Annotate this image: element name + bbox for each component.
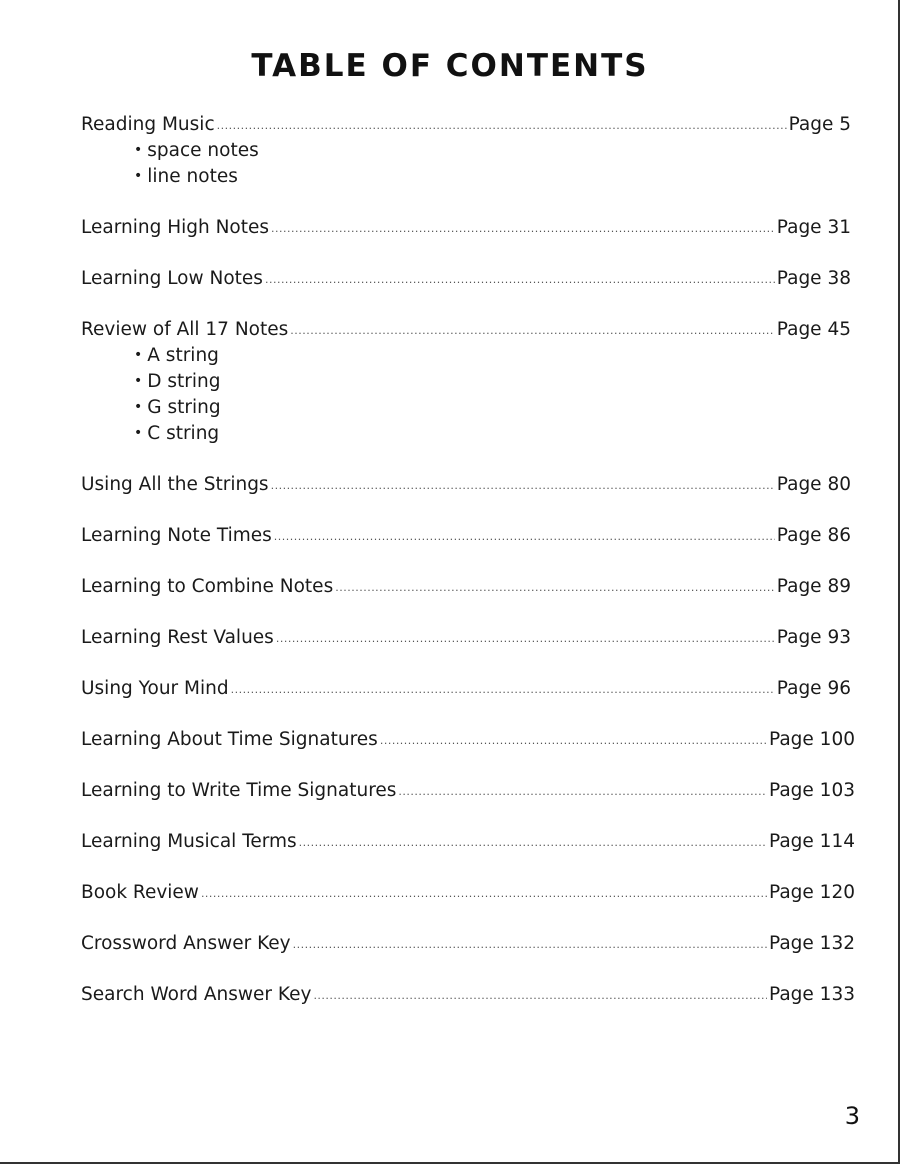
toc-entry-title: Learning to Write Time Signatures: [81, 780, 397, 801]
toc-subtopic-label: C string: [147, 423, 220, 444]
dot-leader: [201, 881, 767, 907]
toc-entry-row: [81, 676, 851, 702]
dot-leader: [274, 524, 775, 550]
toc-entry-title: Learning Musical Terms: [81, 831, 297, 852]
toc-entry: [81, 574, 851, 600]
toc-entry-title: Learning to Combine Notes: [81, 576, 334, 597]
toc-entry-row: [81, 472, 851, 498]
toc-entry: [81, 982, 855, 1008]
dot-leader: [217, 113, 787, 139]
toc-subtopic-list: [81, 138, 851, 190]
bullet-icon: •: [134, 142, 143, 158]
toc-subtopic: [134, 138, 851, 164]
toc-entry: [81, 829, 855, 855]
toc-subtopic-label: G string: [147, 397, 221, 418]
toc-entry-title: Crossword Answer Key: [81, 933, 291, 954]
toc-entry-row: [81, 982, 855, 1008]
toc-entry-page: Page 31: [776, 217, 851, 238]
toc-entry-row: [81, 112, 851, 138]
toc-entry-row: [81, 931, 855, 957]
toc-subtopic: [134, 395, 851, 421]
table-of-contents: [81, 112, 855, 1033]
toc-subtopic: [134, 369, 851, 395]
toc-entry-page: Page 132: [769, 933, 855, 954]
toc-entry-page: Page 86: [776, 525, 851, 546]
toc-entry-title: Search Word Answer Key: [81, 984, 312, 1005]
dot-leader: [290, 318, 775, 344]
bullet-icon: •: [134, 425, 143, 441]
toc-subtopic-label: D string: [147, 371, 221, 392]
toc-entry-page: Page 114: [769, 831, 855, 852]
bullet-icon: •: [134, 347, 143, 363]
page-title: TABLE OF CONTENTS: [251, 48, 649, 84]
toc-entry: [81, 727, 855, 753]
page-number: 3: [844, 1102, 860, 1130]
dot-leader: [313, 983, 767, 1009]
toc-entry-row: [81, 523, 851, 549]
toc-subtopic-list: [81, 343, 851, 447]
dot-leader: [271, 216, 775, 242]
dot-leader: [293, 932, 767, 958]
toc-entry-title: Learning High Notes: [81, 217, 270, 238]
dot-leader: [231, 677, 775, 703]
toc-subtopic: [134, 164, 851, 190]
toc-entry: [81, 266, 851, 292]
toc-entry: [81, 317, 851, 447]
toc-entry-title: Review of All 17 Notes: [81, 319, 289, 340]
toc-entry-title: Book Review: [81, 882, 199, 903]
toc-entry-row: [81, 625, 851, 651]
toc-entry-page: Page 100: [769, 729, 855, 750]
bullet-icon: •: [134, 168, 143, 184]
toc-entry-row: [81, 317, 851, 343]
toc-entry-row: [81, 778, 855, 804]
toc-entry-row: [81, 574, 851, 600]
toc-subtopic-label: A string: [147, 345, 219, 366]
bullet-icon: •: [134, 399, 143, 415]
toc-entry-page: Page 89: [776, 576, 851, 597]
toc-subtopic: [134, 343, 851, 369]
toc-subtopic: [134, 421, 851, 447]
toc-entry: [81, 523, 851, 549]
toc-entry-page: Page 38: [776, 268, 851, 289]
dot-leader: [276, 626, 775, 652]
toc-entry-title: Reading Music: [81, 114, 215, 135]
toc-entry-page: Page 93: [776, 627, 851, 648]
toc-entry: [81, 778, 855, 804]
toc-entry-page: Page 133: [769, 984, 855, 1005]
toc-entry: [81, 880, 855, 906]
toc-entry: [81, 625, 851, 651]
toc-entry: [81, 676, 851, 702]
toc-entry-row: [81, 215, 851, 241]
toc-entry-row: [81, 829, 855, 855]
toc-entry-title: Learning Rest Values: [81, 627, 274, 648]
toc-subtopic-label: space notes: [147, 140, 259, 161]
toc-entry-page: Page 103: [769, 780, 855, 801]
toc-entry-row: [81, 727, 855, 753]
toc-entry: [81, 215, 851, 241]
dot-leader: [335, 575, 775, 601]
dot-leader: [299, 830, 767, 856]
toc-entry-title: Learning Low Notes: [81, 268, 263, 289]
dot-leader: [398, 779, 767, 805]
toc-entry-title: Learning Note Times: [81, 525, 272, 546]
dot-leader: [271, 473, 775, 499]
toc-entry-page: Page 80: [776, 474, 851, 495]
toc-entry-row: [81, 266, 851, 292]
toc-entry-title: Using Your Mind: [81, 678, 229, 699]
toc-entry: [81, 472, 851, 498]
dot-leader: [380, 728, 767, 754]
toc-entry-page: Page 5: [788, 114, 851, 135]
toc-entry-title: Using All the Strings: [81, 474, 269, 495]
toc-entry-page: Page 45: [776, 319, 851, 340]
toc-entry-page: Page 96: [776, 678, 851, 699]
toc-entry-title: Learning About Time Signatures: [81, 729, 378, 750]
toc-subtopic-label: line notes: [147, 166, 238, 187]
toc-entry: [81, 112, 851, 190]
toc-entry: [81, 931, 855, 957]
dot-leader: [265, 267, 775, 293]
toc-entry-row: [81, 880, 855, 906]
toc-entry-page: Page 120: [769, 882, 855, 903]
bullet-icon: •: [134, 373, 143, 389]
